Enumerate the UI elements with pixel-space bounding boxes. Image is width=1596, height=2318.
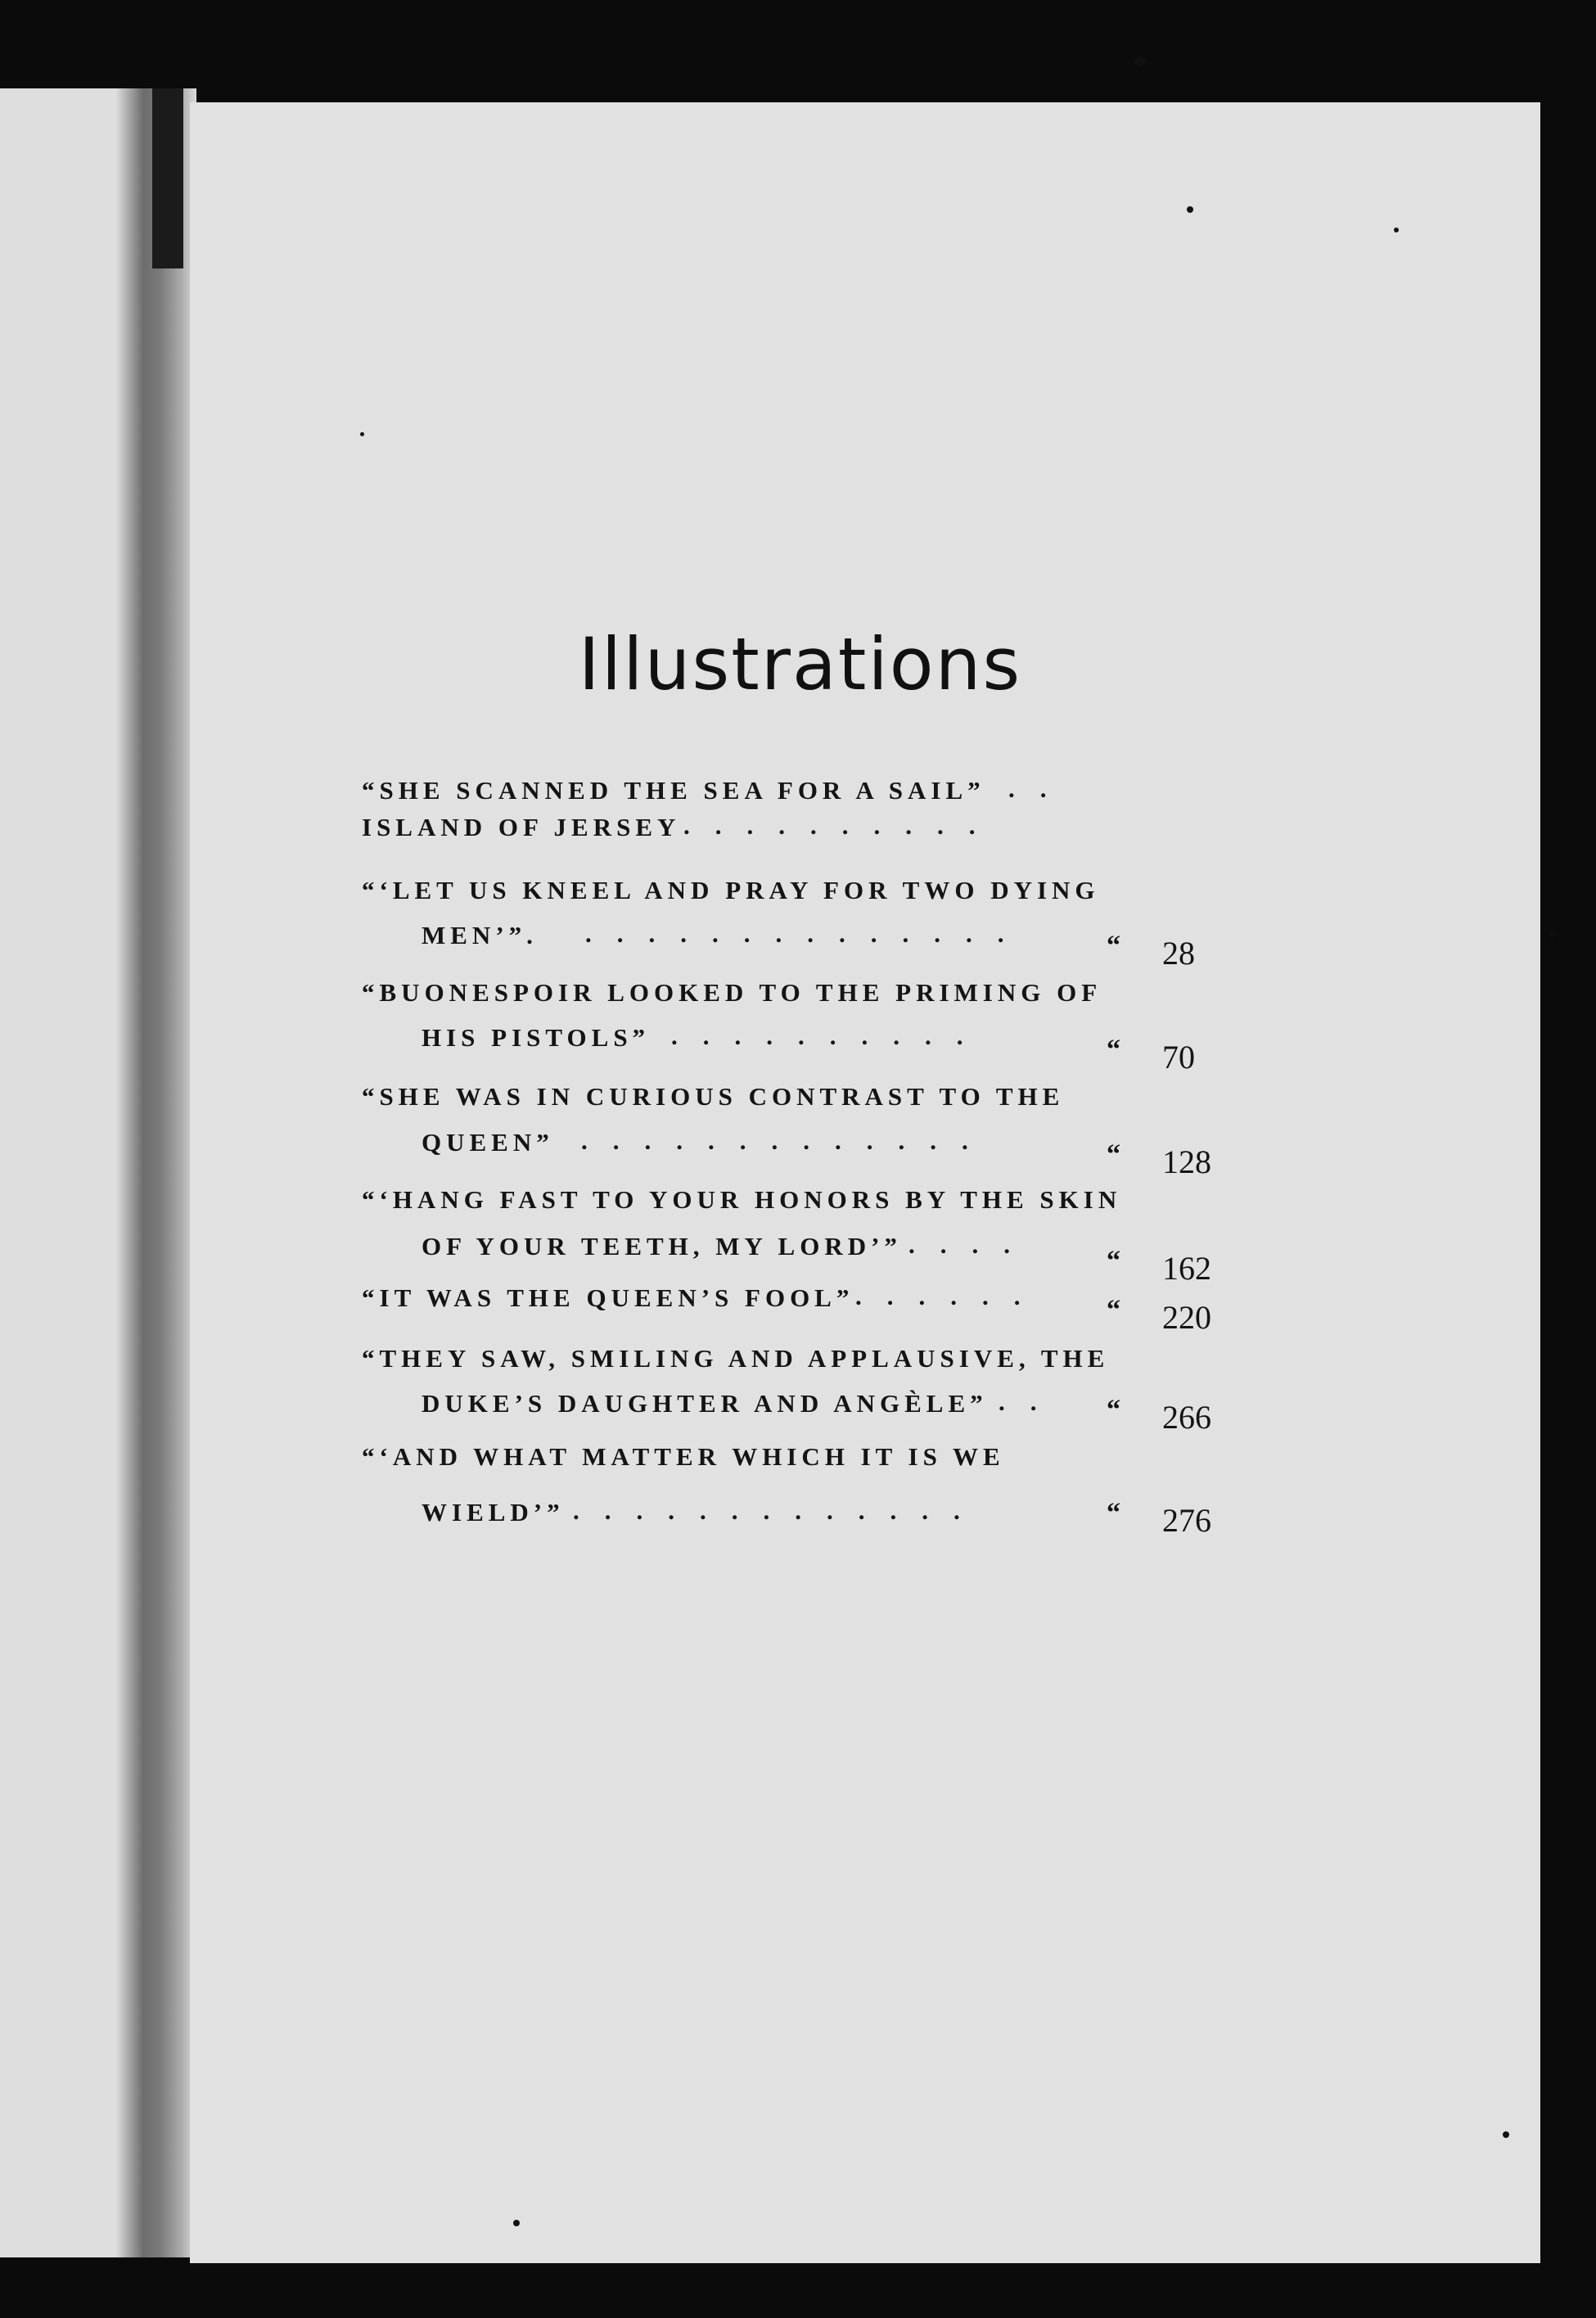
scan-speck: [513, 2220, 520, 2226]
page-reference: 128: [1162, 1143, 1211, 1180]
illustration-caption: “SHE SCANNED THE SEA FOR A SAIL”: [362, 776, 985, 805]
page-title: Illustrations: [578, 622, 1022, 706]
illustration-caption: HIS PISTOLS”: [422, 1023, 651, 1052]
leader-dots: . . . . . . . . . .: [671, 1021, 963, 1050]
book-page: [190, 102, 1540, 2263]
scan-speck: [1187, 206, 1193, 213]
illustration-caption: “SHE WAS IN CURIOUS CONTRAST TO THE: [362, 1082, 1065, 1111]
ditto-mark: “: [1107, 1139, 1120, 1170]
leader-dots: . . . . . .: [855, 1282, 1021, 1310]
illustration-caption: “IT WAS THE QUEEN’S FOOL”: [362, 1283, 854, 1312]
ditto-mark: “: [1107, 1395, 1120, 1425]
leader-dots: . . . .: [908, 1230, 1010, 1259]
leader-dots: . .: [1008, 774, 1047, 803]
illustration-caption: DUKE’S DAUGHTER AND ANGÈLE”: [422, 1389, 988, 1418]
scan-speck: [360, 432, 364, 436]
leader-dots: . . . . . . . . . .: [683, 811, 976, 840]
ditto-mark: “: [1107, 1498, 1120, 1528]
illustration-caption: MEN’”.: [422, 921, 538, 949]
leader-dots: . . . . . . . . . . . . .: [573, 1496, 960, 1525]
illustration-caption: “BUONESPOIR LOOKED TO THE PRIMING OF: [362, 978, 1102, 1007]
ditto-mark: “: [1107, 1246, 1120, 1276]
page-reference: 266: [1162, 1399, 1211, 1436]
page-reference: 220: [1162, 1299, 1211, 1336]
leader-dots: . .: [999, 1387, 1037, 1416]
scan-speck: [1549, 933, 1554, 938]
illustration-caption: ISLAND OF JERSEY: [362, 813, 681, 841]
leader-dots: . . . . . . . . . . . . .: [581, 1126, 968, 1155]
ditto-mark: “: [1107, 1035, 1120, 1065]
scan-speck: [1134, 57, 1146, 65]
leader-dots: . . . . . . . . . . . . . .: [585, 919, 1004, 948]
illustration-caption: WIELD’”: [422, 1498, 565, 1527]
scan-speck: [1394, 228, 1399, 232]
illustration-caption: “‘AND WHAT MATTER WHICH IT IS WE: [362, 1442, 1005, 1471]
illustration-caption: QUEEN”: [422, 1128, 554, 1157]
ditto-mark: “: [1107, 1295, 1120, 1325]
page-reference: 276: [1162, 1502, 1211, 1539]
illustration-caption: “‘HANG FAST TO YOUR HONORS BY THE SKIN: [362, 1185, 1122, 1214]
illustration-caption: OF YOUR TEETH, MY LORD’”: [422, 1232, 902, 1260]
scan-speck: [1503, 2131, 1509, 2138]
illustration-caption: “‘LET US KNEEL AND PRAY FOR TWO DYING: [362, 876, 1100, 904]
page-reference: 70: [1162, 1039, 1195, 1076]
ditto-mark: “: [1107, 931, 1120, 961]
illustration-caption: “THEY SAW, SMILING AND APPLAUSIVE, THE: [362, 1344, 1110, 1373]
page-reference: 28: [1162, 935, 1195, 972]
binding-edge: [152, 88, 183, 268]
page-reference: 162: [1162, 1250, 1211, 1287]
book-gutter-shadow: [115, 88, 196, 2257]
